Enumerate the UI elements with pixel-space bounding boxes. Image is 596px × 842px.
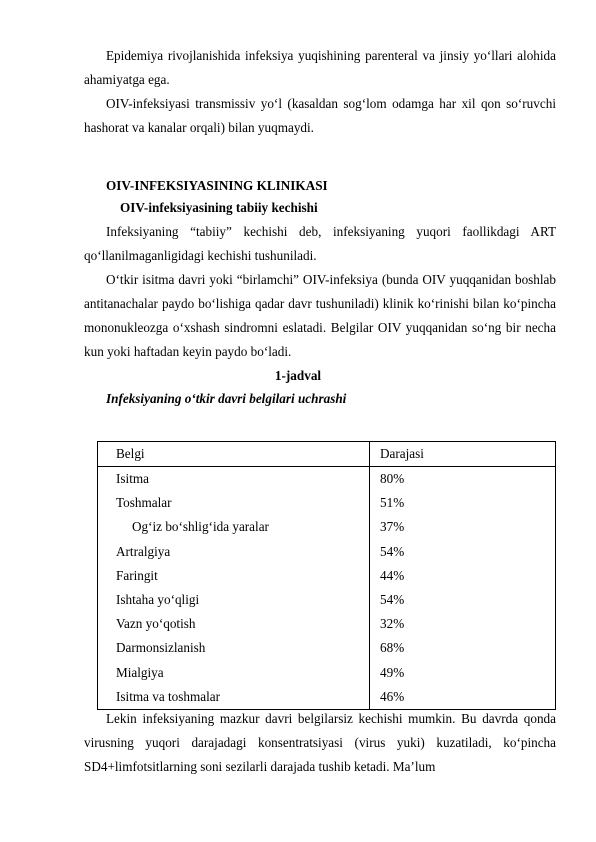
symptom-cell: Isitma (98, 467, 370, 492)
subsection-heading: OIV-infeksiyasining tabiiy kechishi (120, 200, 318, 215)
table-header-row (98, 442, 556, 467)
frequency-cell: 49% (370, 661, 556, 685)
frequency-cell: 68% (370, 636, 556, 660)
table-row (98, 515, 556, 539)
table-row (98, 564, 556, 588)
table-row (98, 661, 556, 685)
symptom-cell: Mialgiya (98, 661, 370, 685)
table-row (98, 540, 556, 564)
symptom-cell: Vazn yo‘qotish (98, 612, 370, 636)
symptom-cell: Toshmalar (98, 491, 370, 515)
frequency-cell: 44% (370, 564, 556, 588)
paragraph-asymptomatic-phase: Lekin infeksiyaning mazkur davri belgilarsiz kechishi mumkin. Bu davrda qonda virusning yuqori darajadagi konsentratsiyasi (virus yuki) kuzatiladi, ko‘pincha SD4+limfotsitlarning soni sezilarli darajada tushib ketadi. Ma’lum (84, 711, 556, 774)
table-label: 1-jadval (274, 368, 322, 383)
column-header-frequency: Darajasi (370, 442, 556, 467)
table-row (98, 467, 556, 492)
symptom-cell: Faringit (98, 564, 370, 588)
table-row (98, 636, 556, 660)
symptom-cell: Ishtaha yo‘qligi (98, 588, 370, 612)
frequency-cell: 32% (370, 612, 556, 636)
frequency-cell: 37% (370, 515, 556, 539)
symptom-cell: Og‘iz bo‘shlig‘ida yaralar (98, 515, 370, 539)
paragraph-transmission-routes: Epidemiya rivojlanishida infeksiya yuqishining parenteral va jinsiy yo‘llari alohida ahamiyatga ega. (84, 48, 556, 87)
frequency-cell: 54% (370, 540, 556, 564)
symptom-cell: Isitma va toshmalar (98, 685, 370, 710)
frequency-cell: 80% (370, 467, 556, 492)
symptom-cell: Darmonsizlanish (98, 636, 370, 660)
frequency-cell: 46% (370, 685, 556, 710)
symptoms-table (97, 441, 556, 710)
paragraph-no-vector-transmission: OIV-infeksiyasi transmissiv yo‘l (kasaldan sog‘lom odamga har xil qon so‘ruvchi hashorat va kanalar orqali) bilan yuqmaydi. (84, 96, 556, 135)
table-row (98, 588, 556, 612)
section-heading: OIV-INFEKSIYASINING KLINIKASI (106, 178, 328, 193)
table-caption: Infeksiyaning o‘tkir davri belgilari uchrashi (106, 391, 347, 406)
paragraph-acute-phase: O‘tkir isitma davri yoki “birlamchi” OIV-infeksiya (bunda OIV yuqqanidan boshlab antitanachalar paydo bo‘lishiga qadar davr tushuniladi) klinik ko‘rinishi bilan ko‘pincha mononukleozga o‘xshash sindromni eslatadi. Belgilar OIV yuqqanidan so‘ng bir necha kun yoki haftadan keyin paydo bo‘ladi. (84, 272, 556, 359)
symptom-cell: Artralgiya (98, 540, 370, 564)
table-row (98, 685, 556, 710)
table-row (98, 491, 556, 515)
column-header-symptom: Belgi (98, 442, 370, 467)
frequency-cell: 51% (370, 491, 556, 515)
frequency-cell: 54% (370, 588, 556, 612)
paragraph-natural-course: Infeksiyaning “tabiiy” kechishi deb, infeksiyaning yuqori faollikdagi ART qo‘llanilmaganligidagi kechishi tushuniladi. (84, 224, 556, 263)
table-row (98, 612, 556, 636)
